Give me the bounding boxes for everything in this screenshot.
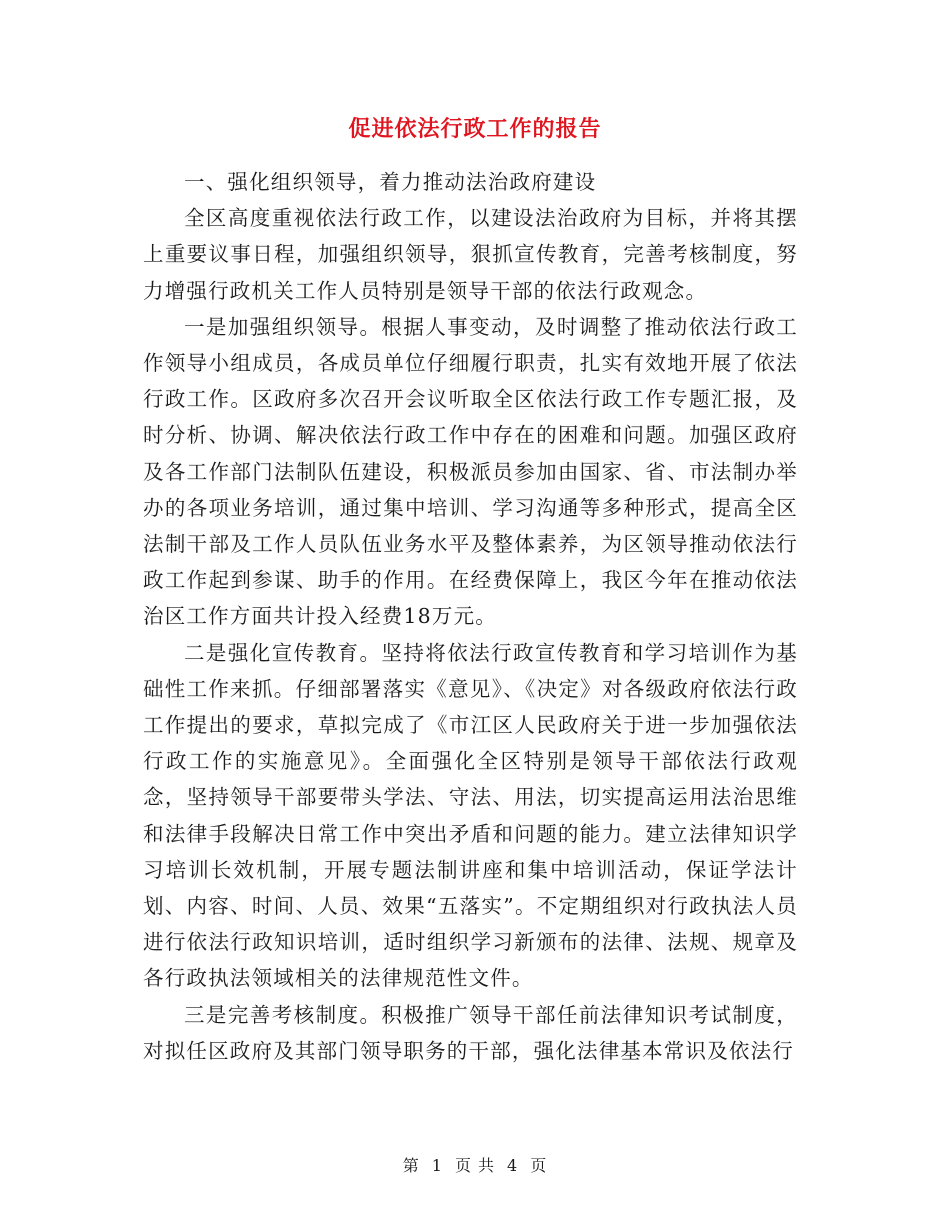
paragraph-assessment: 三是完善考核制度。积极推广领导干部任前法律知识考试制度，对拟任区政府及其部门领导职务的干部，强化法律基本常识及依法行 bbox=[143, 1002, 798, 1063]
footer-total-pages: 4 bbox=[507, 1156, 519, 1175]
footer-middle: 页 共 bbox=[454, 1156, 496, 1175]
section-heading: 一、强化组织领导，着力推动法治政府建设 bbox=[184, 170, 597, 194]
page-footer bbox=[0, 1153, 950, 1176]
paragraph-publicity: 二是强化宣传教育。坚持将依法行政宣传教育和学习培训作为基础性工作来抓。仔细部署落实《意见》、《决定》对各级政府依法行政工作提出的要求，草拟完成了《市江区人民政府关于进一步加强依法行政工作的实施意见》。全面强化全区特别是领导干部依法行政观念，坚持领导干部要带头学法、守法、用法，切实提高运用法治思维和法律手段解决日常工作中突出矛盾和问题的能力。建立法律知识学习培训长效机制，开展专题法制讲座和集中培训活动，保证学法计划、内容、时间、人员、效果“五落实”。不定期组织对行政执法人员进行依法行政知识培训，适时组织学习新颁布的法律、法规、规章及各行政执法领域相关的法律规范性文件。 bbox=[143, 640, 798, 991]
paragraph-intro: 全区高度重视依法行政工作，以建设法治政府为目标，并将其摆上重要议事日程，加强组织领导，狠抓宣传教育，完善考核制度，努力增强行政机关工作人员特别是领导干部的依法行政观念。 bbox=[143, 206, 798, 303]
footer-page-number: 1 bbox=[431, 1156, 443, 1175]
document-title: 促进依法行政工作的报告 bbox=[348, 116, 602, 142]
paragraph-organization: 一是加强组织领导。根据人事变动，及时调整了推动依法行政工作领导小组成员，各成员单位仔细履行职责，扎实有效地开展了依法行政工作。区政府多次召开会议听取全区依法行政工作专题汇报，及时分析、协调、解决依法行政工作中存在的困难和问题。加强区政府及各工作部门法制队伍建设，积极派员参加由国家、省、市法制办举办的各项业务培训，通过集中培训、学习沟通等多种形式，提高全区法制干部及工作人员队伍业务水平及整体素养，为区领导推动依法行政工作起到参谋、助手的作用。在经费保障上，我区今年在推动依法治区工作方面共计投入经费18万元。 bbox=[143, 314, 798, 629]
document-body bbox=[143, 164, 798, 1069]
footer-suffix: 页 bbox=[530, 1156, 548, 1175]
footer-prefix: 第 bbox=[402, 1156, 420, 1175]
